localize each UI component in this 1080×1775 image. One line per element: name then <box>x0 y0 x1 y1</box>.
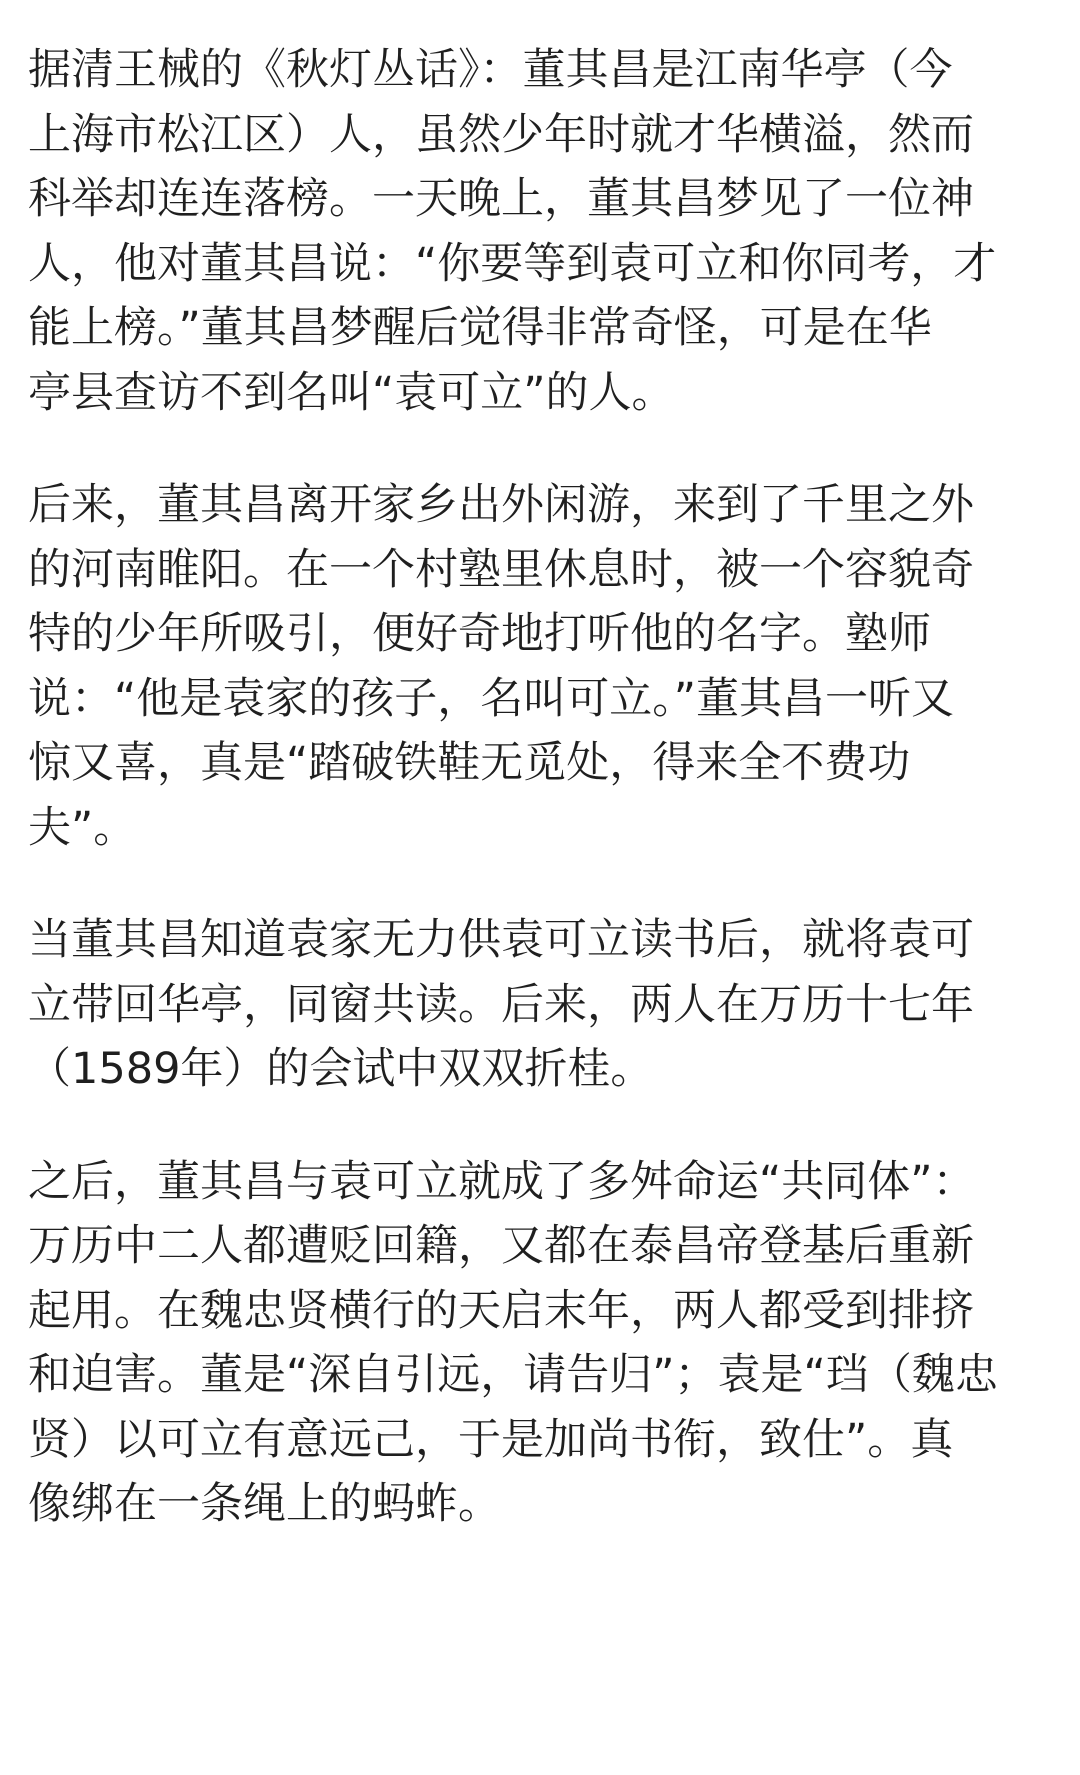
paragraph-1: 据清王械的《秋灯丛话》：董其昌是江南华亭（今 上海市松江区）人，虽然少年时就才华横溢，然而 科举却连连落榜。一天晚上，董其昌梦见了一位神 人，他对董其昌说：“你要等到袁可立和你同考，才 能上榜。”董其昌梦醒后觉得非常奇怪，可是在华 亭县查访不到名叫“袁可立”的人。 <box>28 45 997 418</box>
paragraph-2: 后来，董其昌离开家乡出外闲游，来到了千里之外 的河南睢阳。在一个村塾里休息时，被一个容貌奇 特的少年所吸引，便好奇地打听他的名字。塾师 说：“他是袁家的孩子，名叫可立。”董其昌一听又 惊又喜，真是“踏破铁鞋无觅处，得来全不费功 夫”。 <box>28 480 974 853</box>
article-body <box>28 38 1052 1537</box>
paragraph-4: 之后，董其昌与袁可立就成了多舛命运“共同体”： 万历中二人都遭贬回籍，又都在泰昌帝登基后重新 起用。在魏忠贤横行的天启末年，两人都受到排挤 和迫害。董是“深自引远，请告归”；袁是“珰（魏忠 贤）以可立有意远己，于是加尚书衔，致仕”。真 像绑在一条绳上的蚂蚱。 <box>28 1156 998 1529</box>
paragraph-3: 当董其昌知道袁家无力供袁可立读书后，就将袁可 立带回华亭，同窗共读。后来，两人在万历十七年 （1589年）的会试中双双折桂。 <box>28 915 974 1094</box>
